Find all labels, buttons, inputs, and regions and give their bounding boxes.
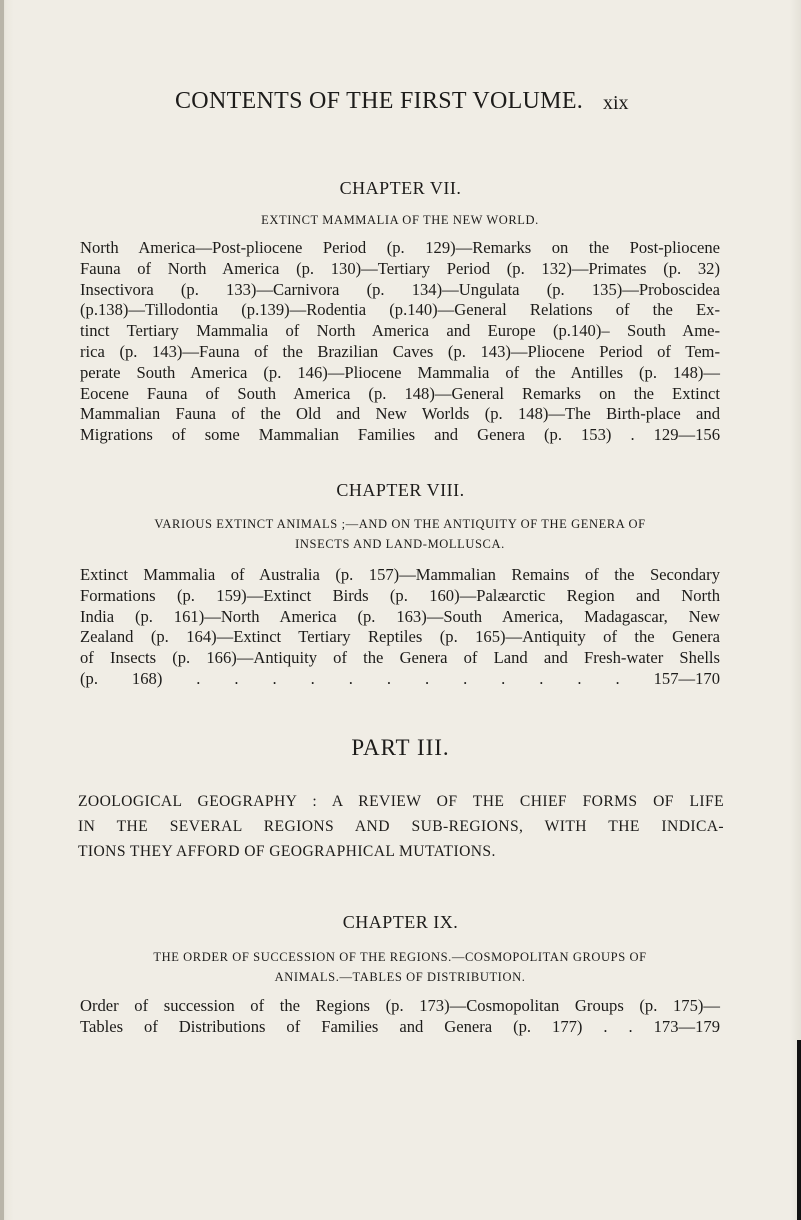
subtitle-line: ANIMALS.—TABLES OF DISTRIBUTION. [274,970,526,984]
summary-line: Zealand (p. 164)—Extinct Tertiary Reptiles (p. 165)—Antiquity of the Genera [80,627,720,647]
summary-line: Formations (p. 159)—Extinct Birds (p. 160)—Palæarctic Region and North [80,585,720,605]
chapter-8-subtitle [75,514,725,554]
page-number: xix [603,92,629,114]
part-desc-line: ZOOLOGICAL GEOGRAPHY : A REVIEW OF THE CHIEF FORMS OF LIFE [78,793,724,810]
summary-line: tinct Tertiary Mammalia of North America and Europe (p.140)– South Ame- [80,321,720,341]
summary-line: North America—Post-pliocene Period (p. 129)—Remarks on the Post-pliocene [80,238,720,257]
chapter-9-subtitle [75,947,725,987]
subtitle-line: VARIOUS EXTINCT ANIMALS ;—AND ON THE ANTIQUITY OF THE GENERA OF [154,517,646,531]
summary-line: (p. 168) . . . . . . . . . . . . 157—170 [80,668,720,688]
summary-line: Extinct Mammalia of Australia (p. 157)—Mammalian Remains of the Secondary [80,565,720,584]
running-title: CONTENTS OF THE FIRST VOLUME. [175,88,584,114]
subtitle-line: INSECTS AND LAND-MOLLUSCA. [295,537,505,551]
chapter-7-summary [80,238,720,446]
summary-line: rica (p. 143)—Fauna of the Brazilian Caves (p. 143)—Pliocene Period of Tem- [80,341,720,361]
summary-line: Mammalian Fauna of the Old and New Worlds (p. 148)—The Birth-place and [80,404,720,424]
summary-line: perate South America (p. 146)—Pliocene Mammalia of the Antilles (p. 148)— [80,362,720,382]
summary-line: Migrations of some Mammalian Families and Genera (p. 153) . 129—156 [80,425,720,445]
chapter-9-title: CHAPTER IX. [342,912,459,932]
part-3-title: PART III. [351,735,450,760]
summary-line: Insectivora (p. 133)—Carnivora (p. 134)—Ungulata (p. 135)—Proboscidea [80,279,720,299]
part-desc-line: TIONS THEY AFFORD OF GEOGRAPHICAL MUTATIONS. [78,843,496,860]
summary-line: Fauna of North America (p. 130)—Tertiary Period (p. 132)—Primates (p. 32) [80,258,720,278]
part-3-description [78,789,724,864]
chapter-7-subtitle: EXTINCT MAMMALIA OF THE NEW WORLD. [261,213,539,227]
chapter-7-title: CHAPTER VII. [339,178,462,198]
chapter-9-summary [80,996,720,1038]
page-edge-shadow [797,1040,801,1220]
chapter-8-summary [80,565,720,690]
summary-line: (p.138)—Tillodontia (p.139)—Rodentia (p.140)—General Relations of the Ex- [80,300,720,320]
summary-line: India (p. 161)—North America (p. 163)—South America, Madagascar, New [80,606,720,626]
chapter-8-title: CHAPTER VIII. [336,480,465,500]
summary-line: of Insects (p. 166)—Antiquity of the Genera of Land and Fresh-water Shells [80,648,720,668]
summary-line: Tables of Distributions of Families and Genera (p. 177) . . 173—179 [80,1016,720,1036]
subtitle-line: THE ORDER OF SUCCESSION OF THE REGIONS.—COSMOPOLITAN GROUPS OF [153,950,647,964]
part-desc-line: IN THE SEVERAL REGIONS AND SUB-REGIONS, WITH THE INDICA- [78,818,724,835]
summary-line: Order of succession of the Regions (p. 173)—Cosmopolitan Groups (p. 175)— [80,996,720,1015]
summary-line: Eocene Fauna of South America (p. 148)—General Remarks on the Extinct [80,383,720,403]
